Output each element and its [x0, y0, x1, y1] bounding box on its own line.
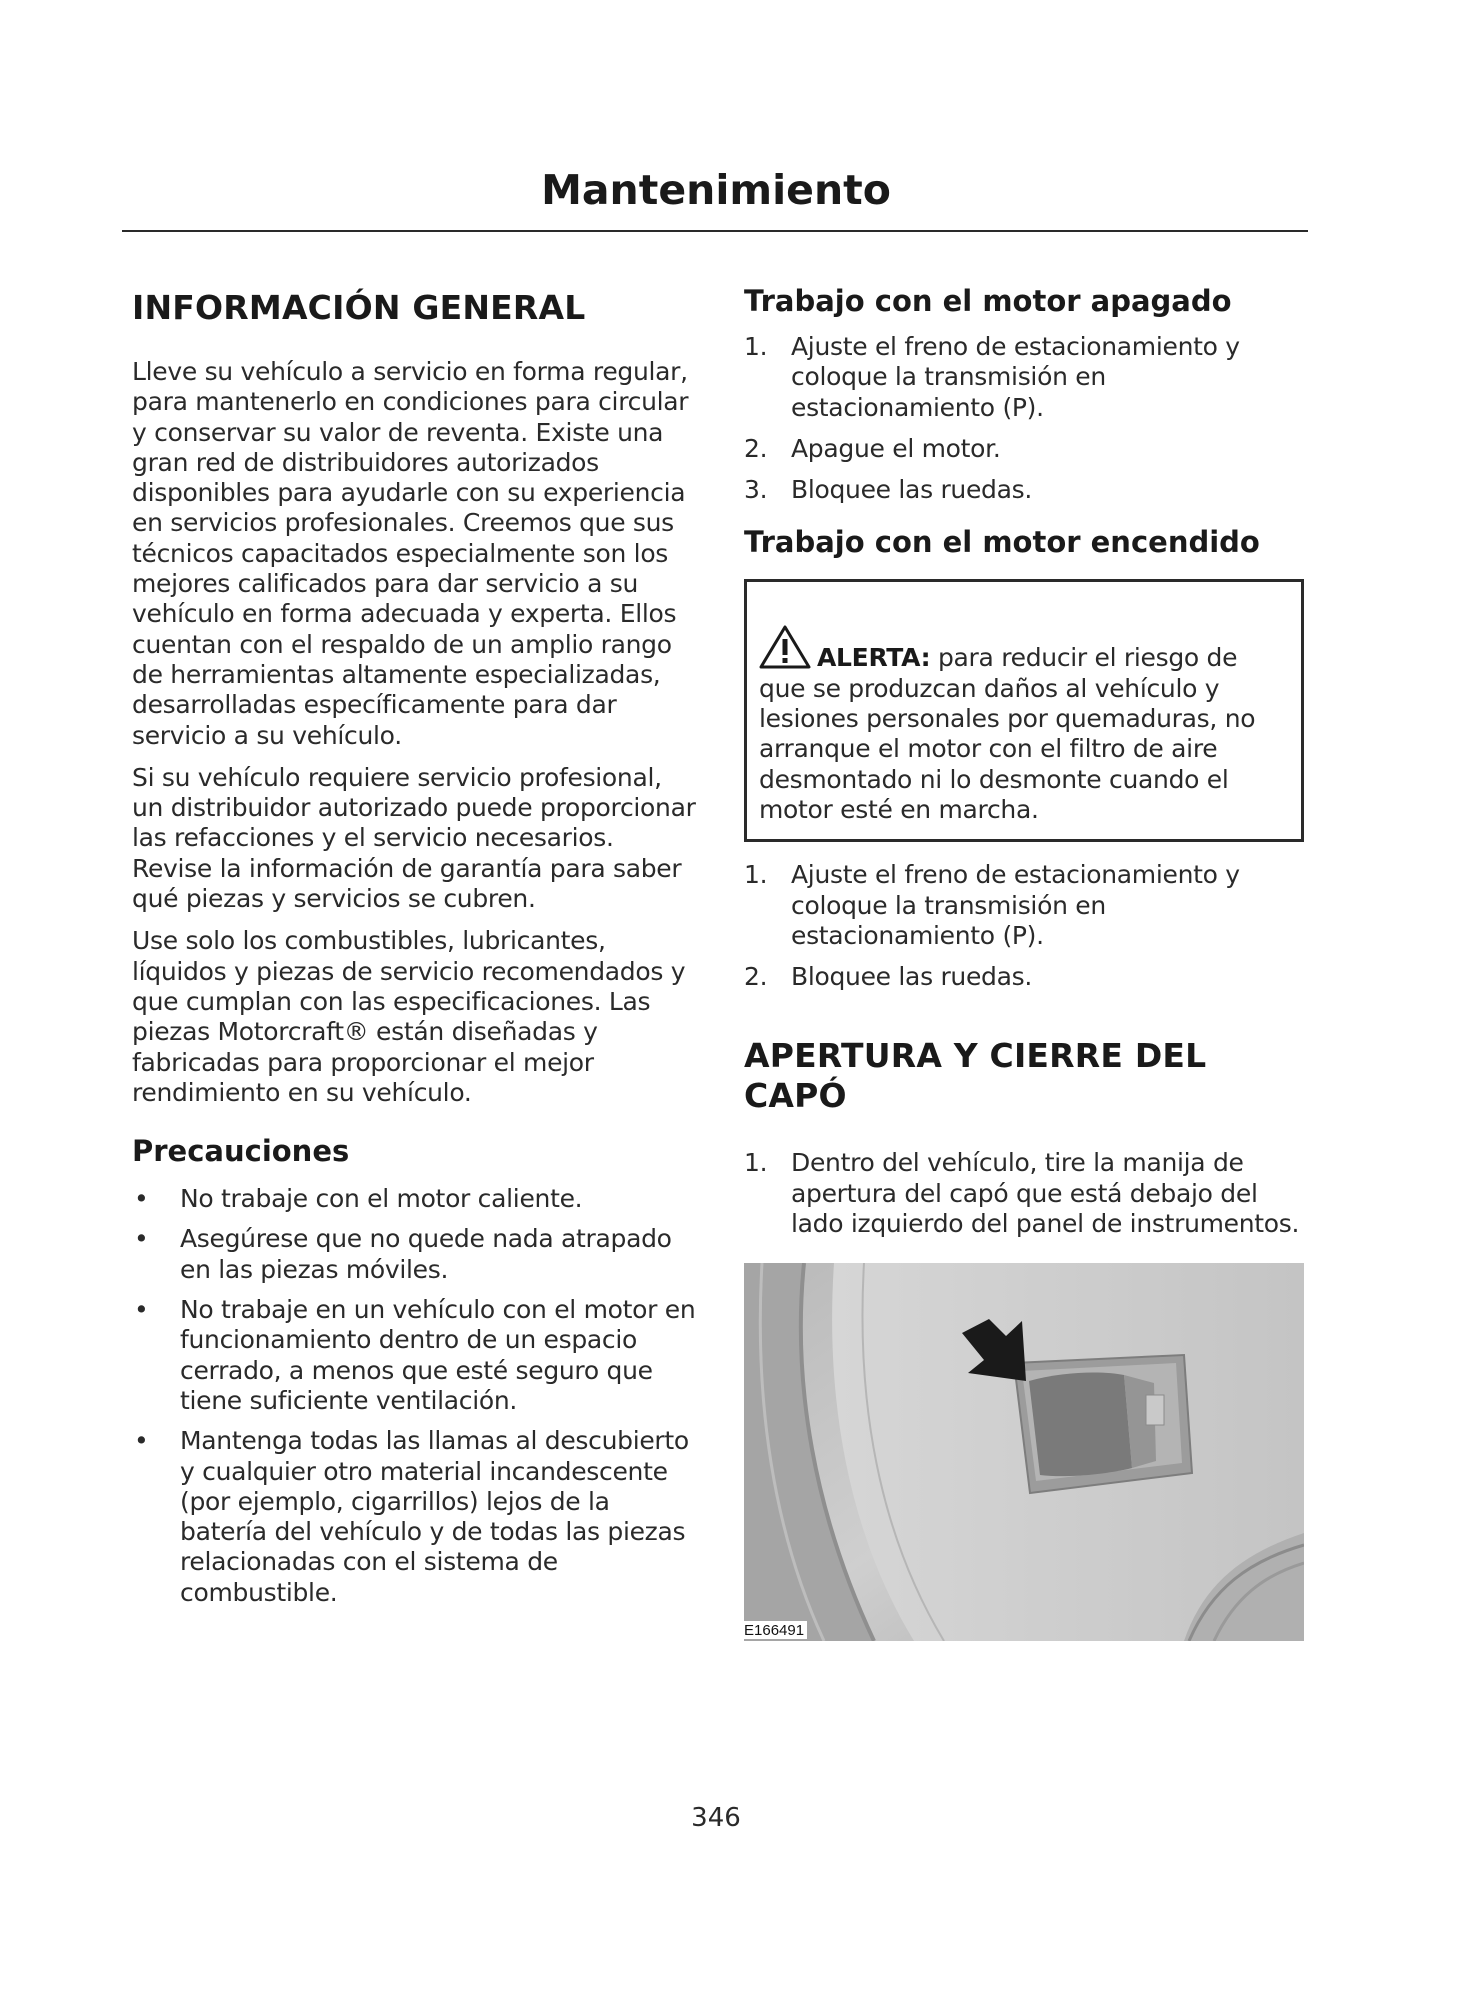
bullet: •: [134, 1295, 149, 1325]
subsection-title-engine-on: Trabajo con el motor encendido: [744, 525, 1260, 560]
bullet: •: [134, 1184, 149, 1214]
step-item: [744, 332, 1304, 423]
warning-text: para reducir el riesgo de que se produzcan daños al vehículo y lesiones personales por quemaduras, no arranque el motor con el filtro de aire desmontado ni lo desmonte cuando el motor esté en marcha.: [759, 643, 1256, 824]
page-number: 346: [691, 1803, 741, 1833]
step-item: [744, 860, 1304, 951]
list-item-text: No trabaje en un vehículo con el motor en funcionamiento dentro de un espacio cerrado, a menos que esté seguro que tiene suficiente ventilación.: [180, 1295, 696, 1415]
step-item: [744, 962, 1304, 992]
list-item: [132, 1184, 697, 1214]
step-text: Ajuste el freno de estacionamiento y coloque la transmisión en estacionamiento (P).: [791, 332, 1240, 422]
section-title-general-info: INFORMACIÓN GENERAL: [132, 288, 586, 327]
list-item-text: Mantenga todas las llamas al descubierto y cualquier otro material incandescente (por ejemplo, cigarrillos) lejos de la batería del vehículo y de todas las piezas relacionadas con el sistema de combustible.: [180, 1426, 689, 1607]
bullet: •: [134, 1426, 149, 1456]
step-item: [744, 475, 1304, 505]
paragraph: Use solo los combustibles, lubricantes, líquidos y piezas de servicio recomendados y que cumplan con las especificaciones. Las piezas Motorcraft® están diseñadas y fabricadas para proporcionar el mejor rendimiento en su vehículo.: [132, 926, 686, 1107]
step-item: [744, 434, 1304, 464]
right-column: [744, 284, 1304, 1641]
step-number: 1.: [744, 1148, 768, 1178]
step-item: [744, 1148, 1304, 1239]
title-divider: [122, 230, 1308, 232]
list-item-text: Asegúrese que no quede nada atrapado en las piezas móviles.: [180, 1224, 672, 1284]
hood-release-figure: [744, 1263, 1304, 1641]
step-number: 2.: [744, 433, 768, 463]
list-item-text: No trabaje con el motor caliente.: [180, 1184, 583, 1214]
list-item: [132, 1224, 697, 1285]
warning-triangle-icon: [759, 624, 811, 670]
figure-label: E166491: [744, 1621, 807, 1639]
paragraph: Lleve su vehículo a servicio en forma regular, para mantenerlo en condiciones para circular y conservar su valor de reventa. Existe una gran red de distribuidores autorizados disponibles para ayudarle con su experiencia en servicios profesionales. Creemos que sus técnicos capacitados especialmente son los mejores calificados para dar servicio a su vehículo en forma adecuada y experta. Ellos cuentan con el respaldo de un amplio rango de herramientas altamente especializadas, desarrolladas específicamente para dar servicio a su vehículo.: [132, 357, 689, 750]
step-text: Ajuste el freno de estacionamiento y coloque la transmisión en estacionamiento (P).: [791, 860, 1240, 950]
step-number: 3.: [744, 475, 768, 505]
page-title: Mantenimiento: [541, 166, 891, 214]
section-title-hood: APERTURA Y CIERRE DEL CAPÓ: [744, 1036, 1207, 1116]
step-number: 1.: [744, 860, 768, 890]
subsection-title-engine-off: Trabajo con el motor apagado: [744, 284, 1232, 318]
hood-release-illustration: [744, 1263, 1304, 1641]
warning-label: ALERTA:: [817, 643, 931, 673]
step-text: Dentro del vehículo, tire la manija de apertura del capó que está debajo del lado izquierdo del panel de instrumentos.: [791, 1148, 1300, 1239]
paragraph: Si su vehículo requiere servicio profesional, un distribuidor autorizado puede proporcionar las refacciones y el servicio necesarios. Revise la información de garantía para saber qué piezas y servicios se cubren.: [132, 762, 696, 914]
bullet: •: [134, 1224, 149, 1254]
step-number: 1.: [744, 332, 768, 361]
warning-box: [744, 579, 1304, 842]
step-number: 2.: [744, 962, 768, 992]
step-text: Bloquee las ruedas.: [791, 962, 1033, 992]
step-text: Apague el motor.: [791, 433, 1001, 463]
left-column: [132, 288, 697, 1608]
list-item: [132, 1426, 697, 1608]
subsection-title-precautions: Precauciones: [132, 1134, 350, 1169]
step-text: Bloquee las ruedas.: [791, 475, 1033, 505]
list-item: [132, 1295, 697, 1416]
